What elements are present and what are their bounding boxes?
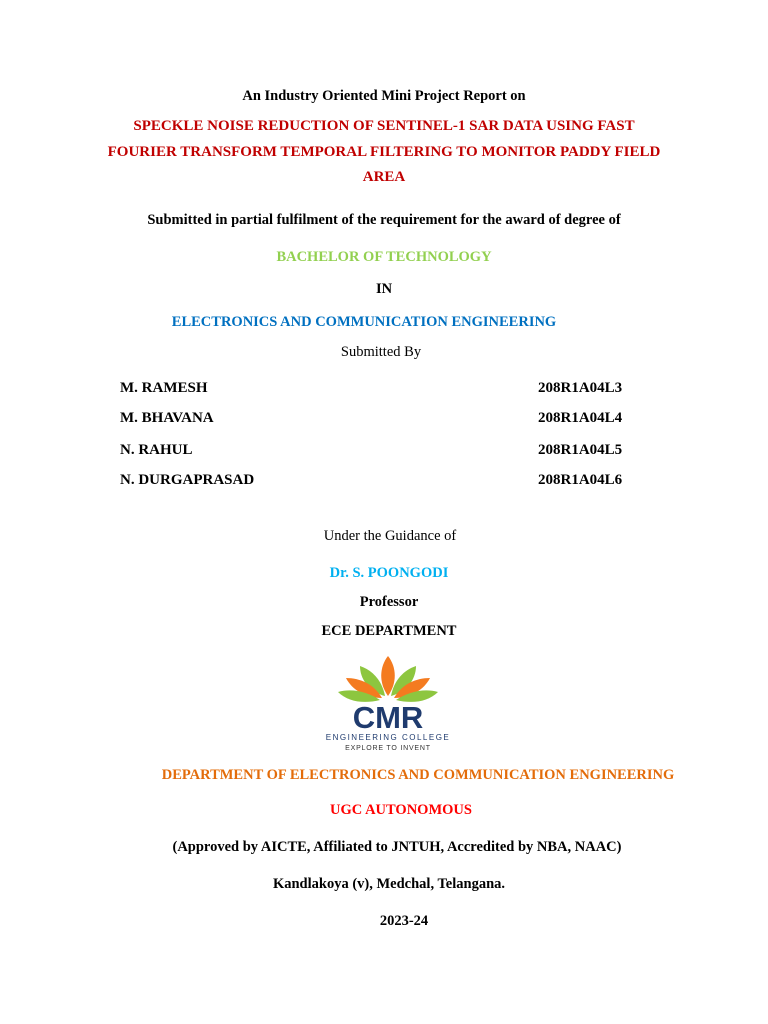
student-roll-number: 208R1A04L4	[538, 410, 623, 426]
academic-year: 2023-24	[379, 913, 429, 929]
project-title-line-2: FOURIER TRANSFORM TEMPORAL FILTERING TO MONITOR PADDY FIELD	[107, 144, 661, 160]
guide-department: ECE DEPARTMENT	[321, 623, 457, 639]
college-address: Kandlakoya (v), Medchal, Telangana.	[272, 876, 506, 892]
guide-designation: Professor	[359, 594, 419, 610]
logo-tagline: EXPLORE TO INVENT	[345, 745, 431, 752]
college-logo	[308, 652, 476, 754]
report-intro: An Industry Oriented Mini Project Report on	[242, 88, 526, 104]
student-roll-number: 208R1A04L6	[538, 472, 623, 488]
project-title-line-1: SPECKLE NOISE REDUCTION OF SENTINEL-1 SAR DATA USING FAST	[133, 118, 635, 134]
student-name: N. RAHUL	[120, 442, 193, 458]
lotus-flower-icon	[338, 656, 438, 702]
guide-name: Dr. S. POONGODI	[329, 565, 449, 581]
student-name: M. BHAVANA	[120, 410, 214, 426]
logo-wordmark: CMR	[352, 700, 424, 735]
in-label: IN	[375, 281, 393, 297]
submitted-by-label: Submitted By	[340, 344, 422, 360]
branch-name: ELECTRONICS AND COMMUNICATION ENGINEERING	[171, 314, 557, 330]
student-roll-number: 208R1A04L3	[538, 380, 623, 396]
guidance-label: Under the Guidance of	[323, 528, 457, 544]
logo-subtitle: ENGINEERING COLLEGE	[325, 733, 451, 742]
footer-department: DEPARTMENT OF ELECTRONICS AND COMMUNICATION ENGINEERING	[161, 767, 675, 783]
degree-name: BACHELOR OF TECHNOLOGY	[276, 249, 492, 265]
project-title-line-3: AREA	[362, 169, 406, 185]
submission-statement: Submitted in partial fulfilment of the requirement for the award of degree of	[147, 212, 621, 228]
student-roll-number: 208R1A04L5	[538, 442, 623, 458]
student-name: N. DURGAPRASAD	[120, 472, 255, 488]
student-name: M. RAMESH	[120, 380, 208, 396]
approval-statement: (Approved by AICTE, Affiliated to JNTUH, Accredited by NBA, NAAC)	[172, 839, 622, 855]
autonomous-status: UGC AUTONOMOUS	[330, 802, 472, 818]
